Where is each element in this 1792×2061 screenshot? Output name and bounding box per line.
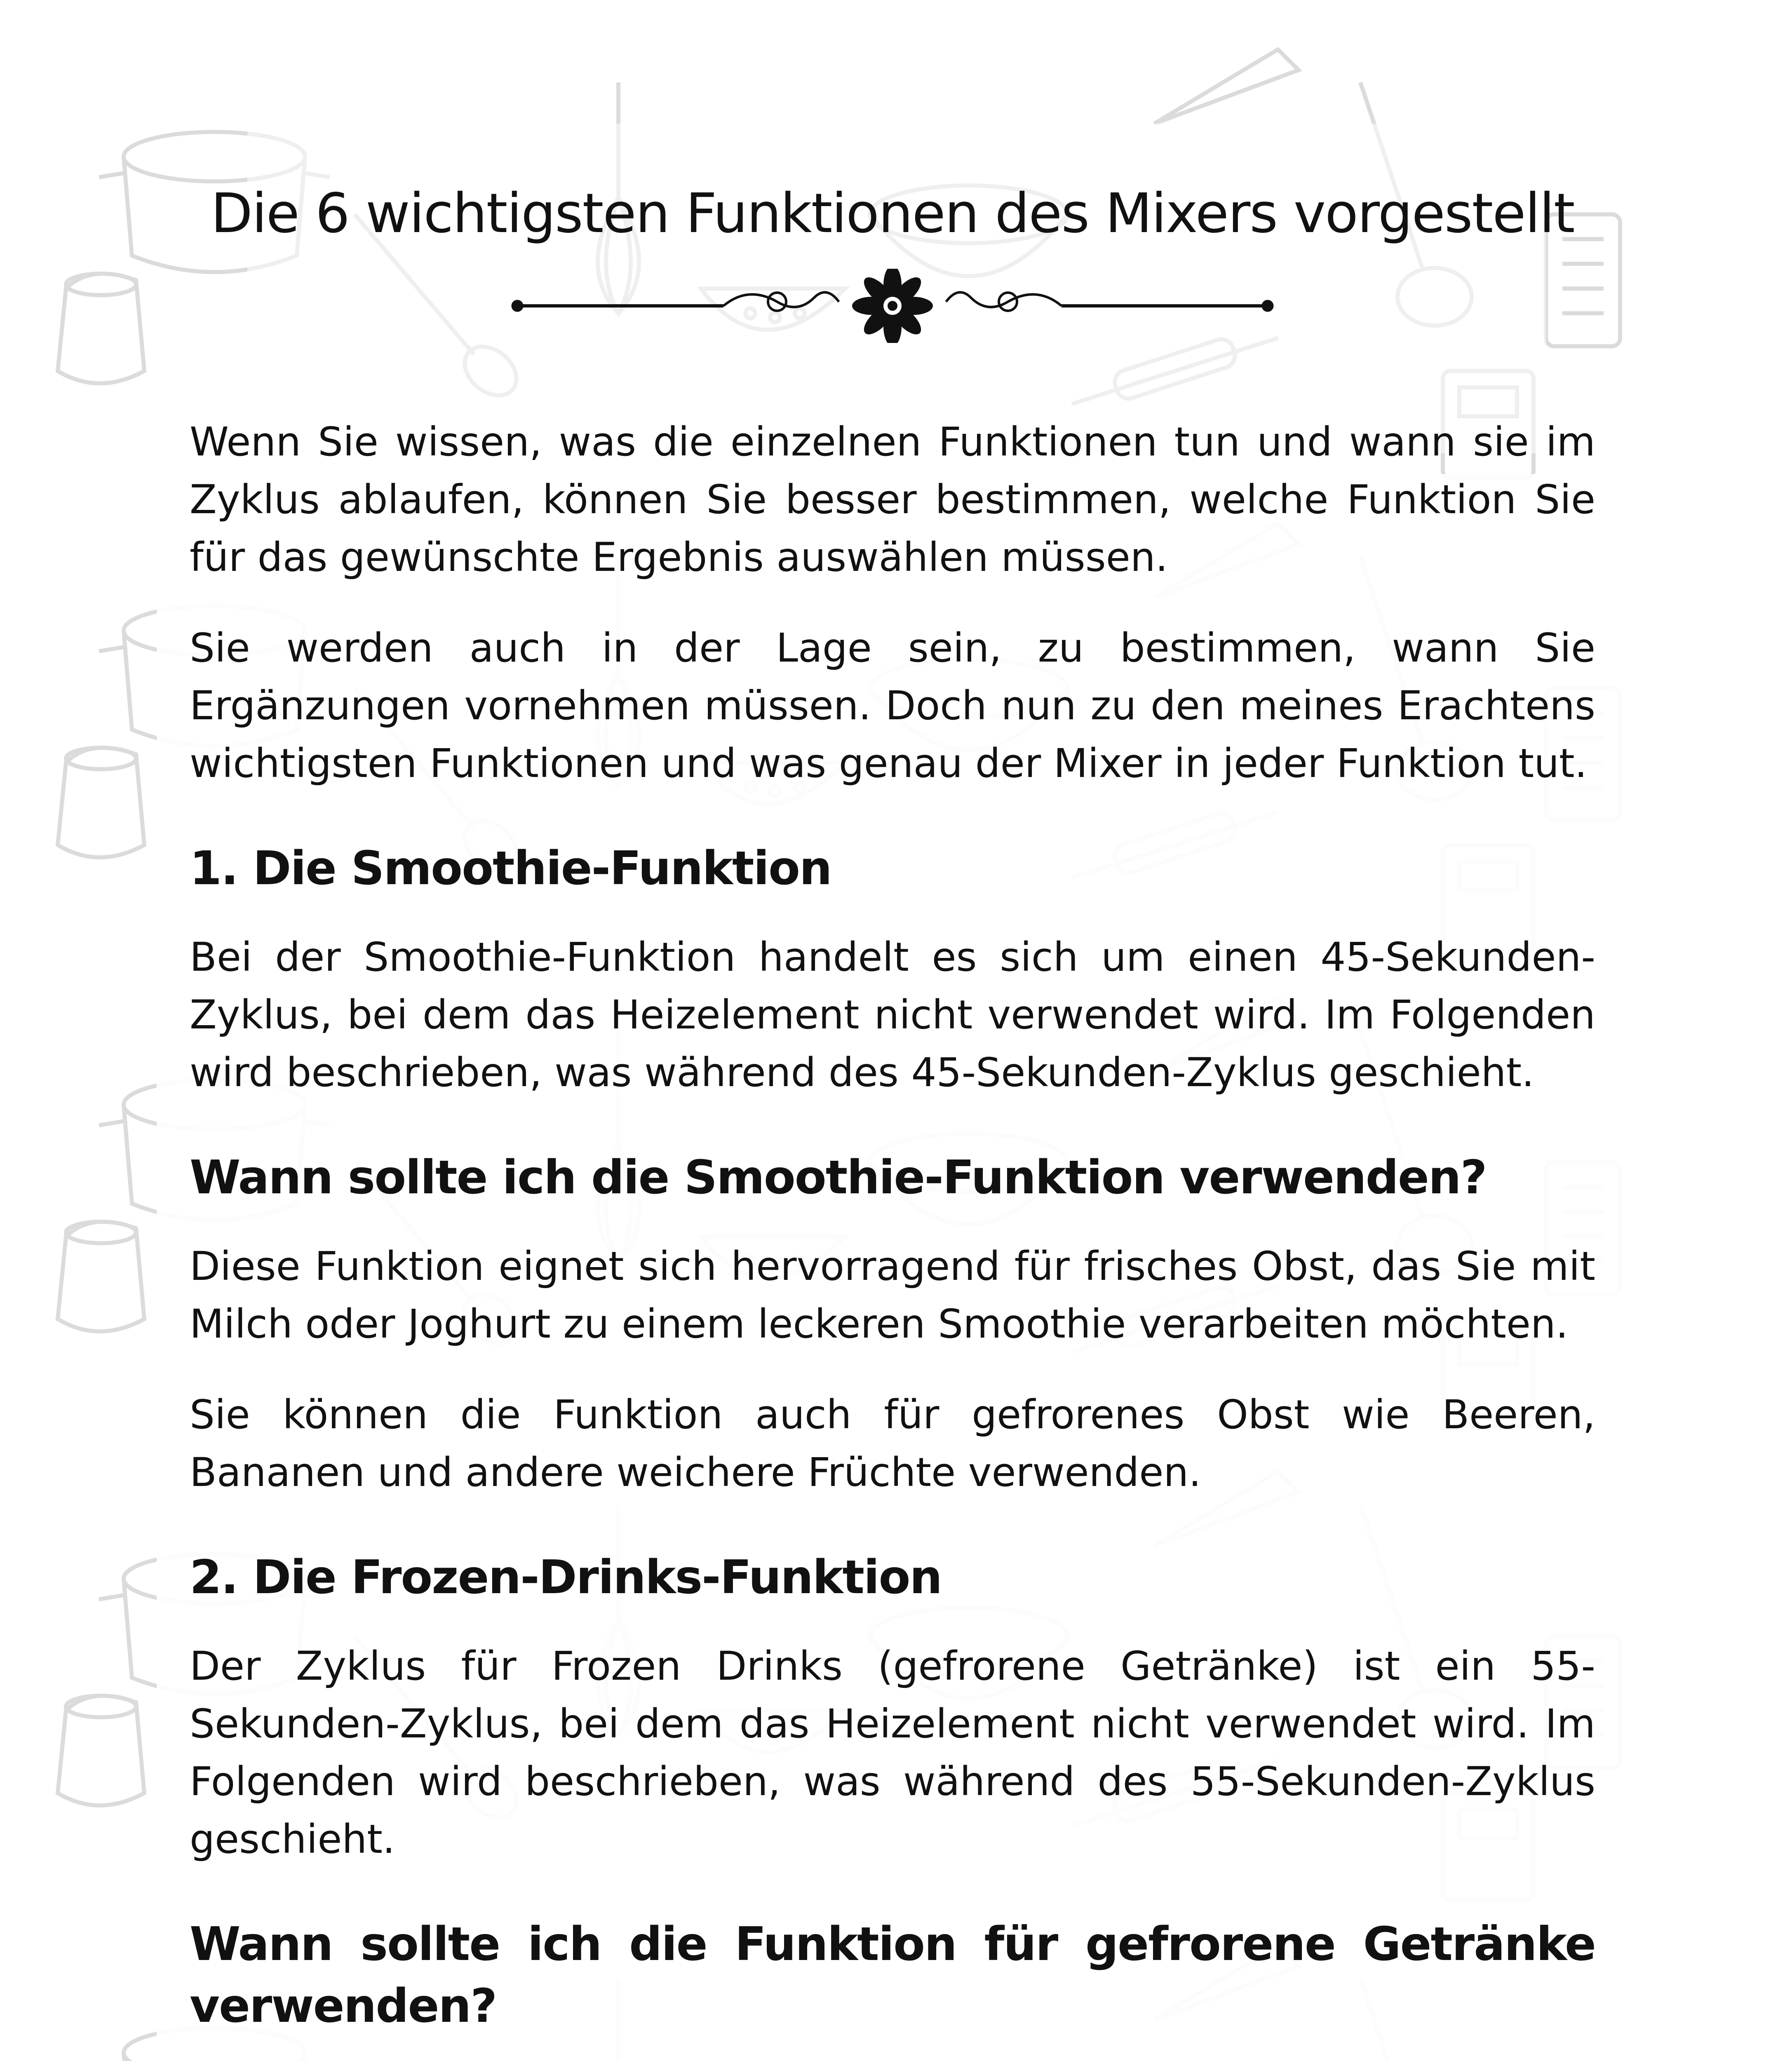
section-1-heading: 1. Die Smoothie-Funktion [190, 842, 831, 895]
intro-paragraph-2: Sie werden auch in der Lage sein, zu bestimmen, wann Sie Ergänzungen vornehmen müssen. Doch nun zu den meines Erachtens wichtigsten Funktionen und was genau der Mixer in jeder Funktion tut. [190, 625, 1595, 786]
section-1-when-paragraph-1: Diese Funktion eignet sich hervorragend für frisches Obst, das Sie mit Milch oder Joghurt zu einem leckeren Smoothie verarbeiten möchten. [190, 1243, 1595, 1347]
flower-divider-icon [509, 269, 1276, 343]
section-2-paragraph: Der Zyklus für Frozen Drinks (gefrorene Getränke) ist ein 55-Sekunden-Zyklus, bei dem das Heizelement nicht verwendet wird. Im Folgenden wird beschrieben, was während des 55-Sekunden-Zyklus geschieht. [190, 1643, 1595, 1862]
section-2-when-heading: Wann sollte ich die Funktion für gefrorene Getränke verwenden? [190, 1918, 1595, 2033]
section-2-heading: 2. Die Frozen-Drinks-Funktion [190, 1551, 942, 1604]
document-body [190, 173, 1595, 2061]
section-1-when-paragraph-2: Sie können die Funktion auch für gefrorenes Obst wie Beeren, Bananen und andere weichere Früchte verwenden. [190, 1392, 1595, 1495]
section-1-paragraph: Bei der Smoothie-Funktion handelt es sich um einen 45-Sekunden-Zyklus, bei dem das Heizelement nicht verwendet wird. Im Folgenden wird beschrieben, was während des 45-Sekunden-Zyklus geschieht. [190, 934, 1595, 1096]
intro-paragraph-1: Wenn Sie wissen, was die einzelnen Funktionen tun und wann sie im Zyklus ablaufen, können Sie besser bestimmen, welche Funktion Sie für das gewünschte Ergebnis auswählen müssen. [190, 419, 1595, 580]
section-1-when-heading: Wann sollte ich die Smoothie-Funktion verwenden? [190, 1151, 1487, 1204]
page-title: Die 6 wichtigsten Funktionen des Mixers vorgestellt [211, 182, 1574, 245]
